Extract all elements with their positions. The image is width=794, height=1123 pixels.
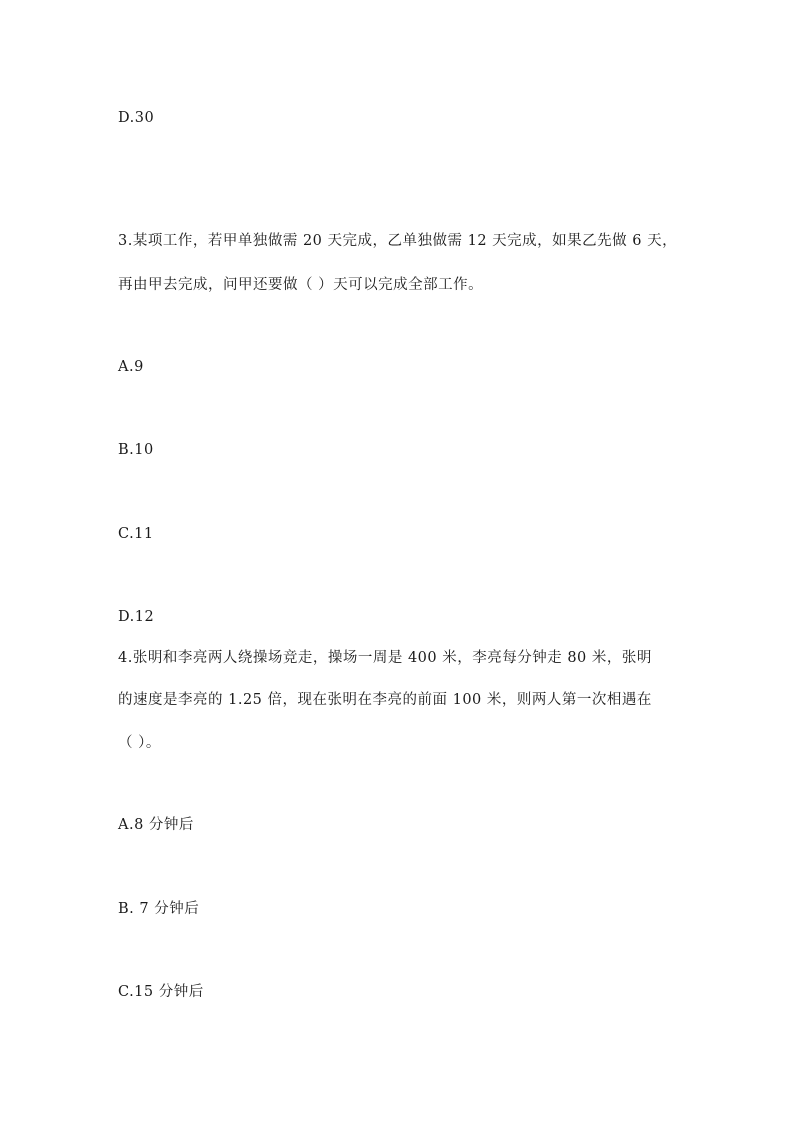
q4-option-b: B. 7 分钟后 bbox=[118, 901, 200, 917]
q3-option-b: B.10 bbox=[118, 442, 154, 458]
q4-stem-line-1: 4.张明和李亮两人绕操场竞走，操场一周是 400 米，李亮每分钟走 80 米，张明 bbox=[118, 650, 652, 666]
q3-option-c: C.11 bbox=[118, 526, 154, 542]
q3-stem-line-1: 3.某项工作，若甲单独做需 20 天完成，乙单独做需 12 天完成，如果乙先做 6 天， bbox=[118, 233, 678, 249]
q4-stem-line-2: 的速度是李亮的 1.25 倍，现在张明在李亮的前面 100 米，则两人第一次相遇在 bbox=[118, 692, 652, 708]
q3-stem-line-2: 再由甲去完成，问甲还要做（ ）天可以完成全部工作。 bbox=[118, 277, 484, 293]
q4-option-c: C.15 分钟后 bbox=[118, 984, 204, 1000]
q3-option-d: D.12 bbox=[118, 609, 155, 625]
q3-option-a: A.9 bbox=[118, 359, 144, 375]
q4-stem-line-3: （ ）。 bbox=[118, 735, 161, 751]
q4-option-a: A.8 分钟后 bbox=[118, 817, 194, 833]
q2-option-d: D.30 bbox=[118, 110, 155, 126]
